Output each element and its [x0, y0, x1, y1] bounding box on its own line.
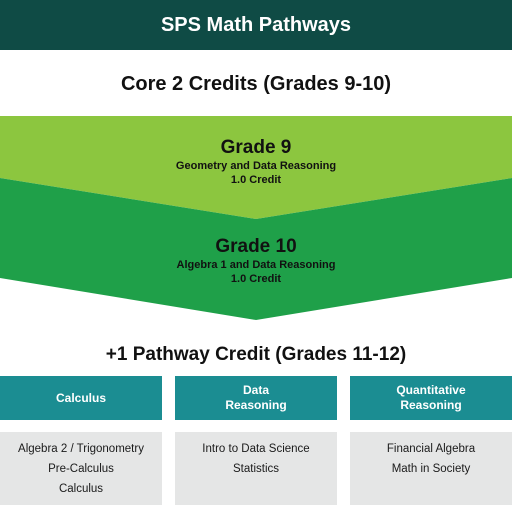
core-credits-title-text: Core 2 Credits (Grades 9-10): [120, 72, 392, 95]
grade-9-course: Geometry and Data Reasoning: [175, 160, 337, 172]
data-reasoning-heading-line1: Data: [242, 383, 269, 397]
data-reasoning-heading: [175, 376, 337, 420]
grade-9-credit: 1.0 Credit: [230, 174, 282, 186]
course-item: Math in Society: [391, 463, 471, 475]
course-item: Statistics: [232, 463, 279, 475]
pathway-credit-title-text: +1 Pathway Credit (Grades 11-12): [105, 344, 407, 365]
course-item: Algebra 2 / Trigonometry: [18, 443, 144, 455]
page-title-text: SPS Math Pathways: [160, 13, 352, 36]
data-reasoning-heading-line2: Reasoning: [225, 398, 287, 412]
page-title: [0, 0, 512, 50]
calculus-heading-text: Calculus: [55, 390, 106, 405]
quantitative-reasoning-courses: [350, 432, 512, 505]
calculus-courses: [0, 432, 162, 505]
grade-9-title: Grade 9: [220, 137, 292, 158]
data-reasoning-courses: [175, 432, 337, 505]
course-item: Intro to Data Science: [202, 443, 310, 455]
calculus-heading: [0, 376, 162, 420]
grade-10-credit: 1.0 Credit: [230, 273, 282, 285]
quantitative-reasoning-heading: [350, 376, 512, 420]
grade-10-block: [0, 236, 512, 286]
grade-10-title: Grade 10: [215, 236, 297, 257]
core-credits-title: [0, 66, 512, 102]
quantitative-reasoning-heading-line2: Reasoning: [400, 398, 462, 412]
course-item: Pre-Calculus: [48, 463, 114, 475]
pathway-credit-title: [0, 338, 512, 372]
course-item: Financial Algebra: [386, 443, 476, 455]
quantitative-reasoning-heading-line1: Quantitative: [396, 383, 466, 397]
grade-9-block: [0, 137, 512, 187]
grade-10-course: Algebra 1 and Data Reasoning: [176, 259, 336, 271]
course-item: Calculus: [58, 483, 104, 495]
